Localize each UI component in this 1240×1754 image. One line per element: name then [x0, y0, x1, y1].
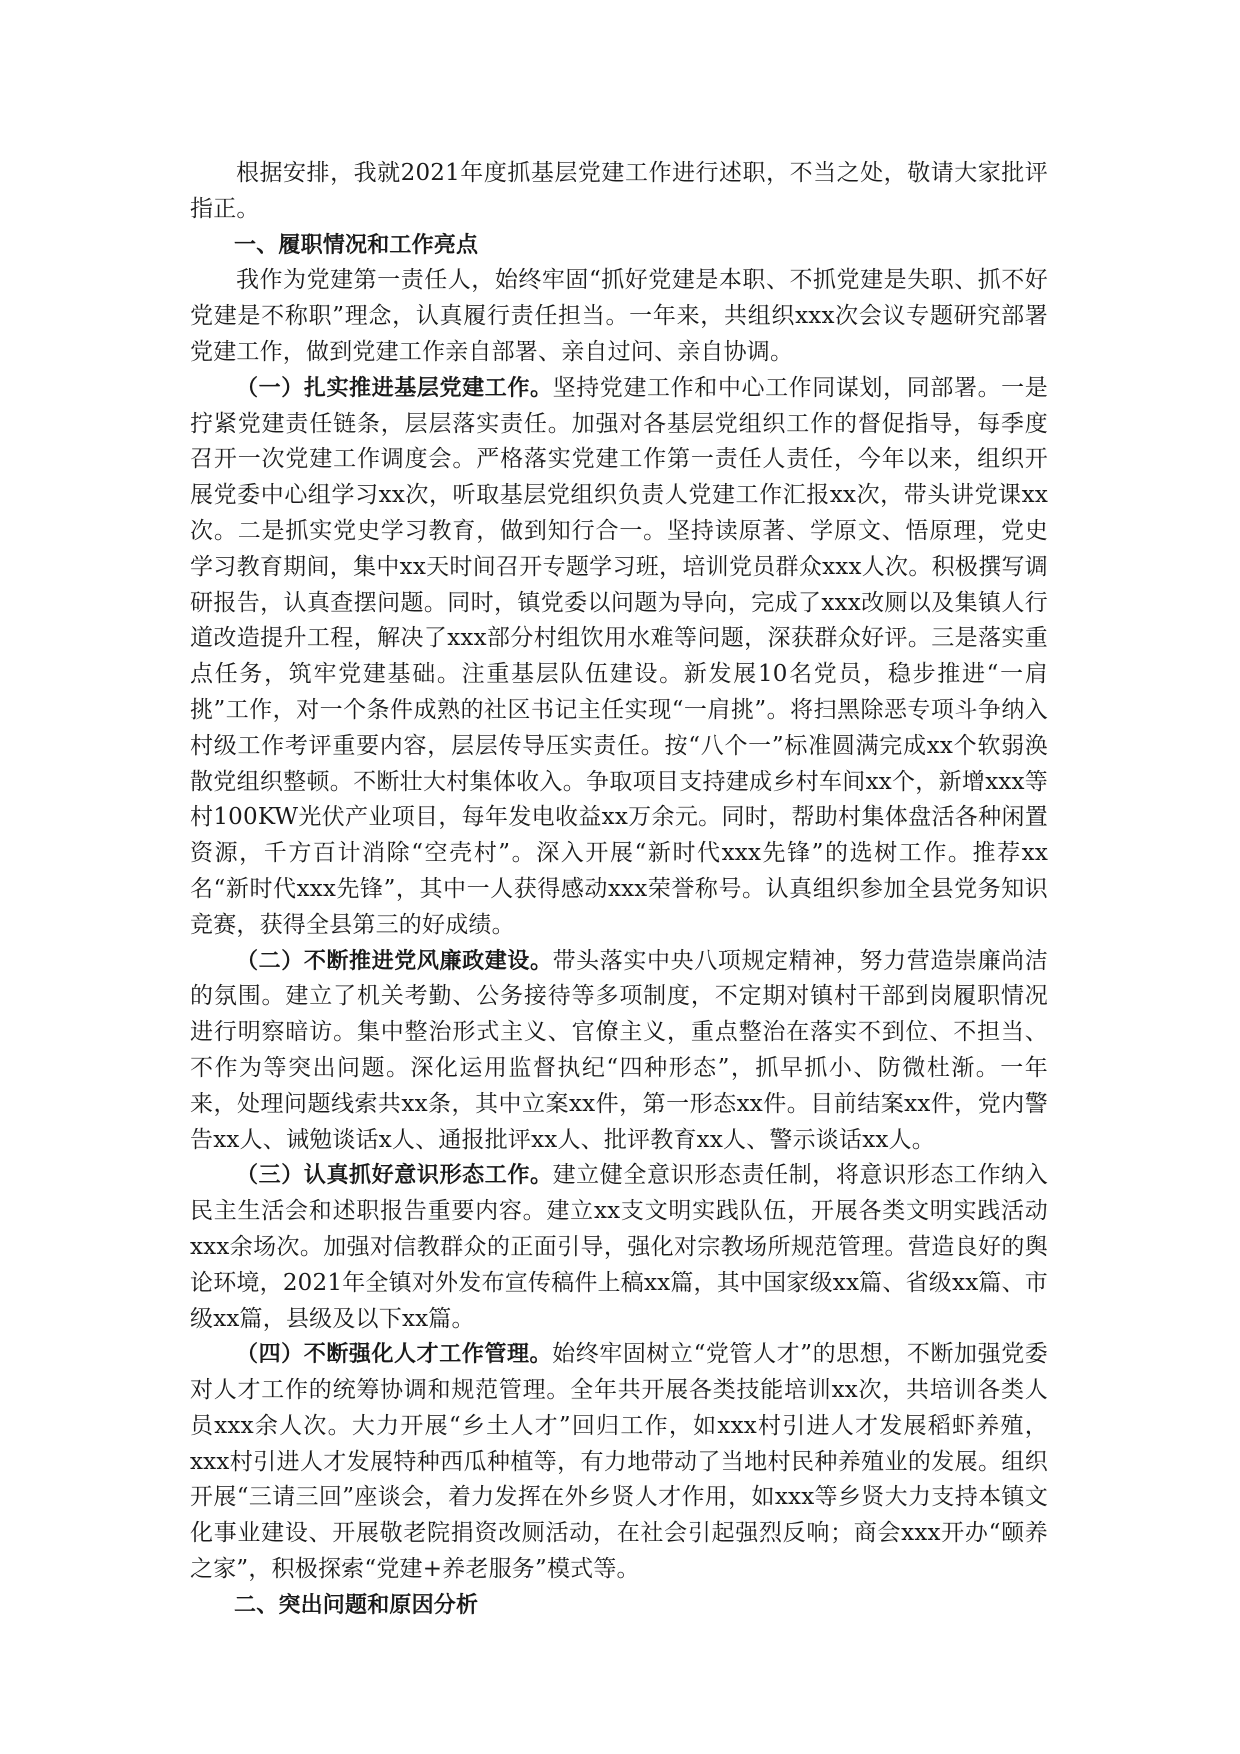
section1-intro-paragraph: 我作为党建第一责任人，始终牢固“抓好党建是本职、不抓党建是失职、抓不好党建是不称职”理念，认真履行责任担当。一年来，共组织xxx次会议专题研究部署党建工作，做到党建工作亲自部署、亲自过问、亲自协调。 — [190, 267, 1048, 365]
intro-paragraph: 根据安排，我就2021年度抓基层党建工作进行述职，不当之处，敬请大家批评指正。 — [190, 160, 1048, 222]
item-paragraph-3 — [190, 1158, 1048, 1337]
item-paragraph-1 — [190, 371, 1048, 944]
item-title-2: （二）不断推进党风廉政建设。 — [236, 948, 553, 974]
item-body-2: 带头落实中央八项规定精神，努力营造崇廉尚洁的氛围。建立了机关考勤、公务接待等多项制度，不定期对镇村干部到岗履职情况进行明察暗访。集中整治形式主义、官僚主义，重点整治在落实不到位、不担当、不作为等突出问题。深化运用监督执纪“四种形态”，抓早抓小、防微杜渐。一年来，处理问题线索共xx条，其中立案xx件，第一形态xx件。目前结案xx件，党内警告xx人、诫勉谈话x人、通报批评xx人、批评教育xx人、警示谈话xx人。 — [190, 947, 1048, 1153]
item-body-3: 建立健全意识形态责任制，将意识形态工作纳入民主生活会和述职报告重要内容。建立xx支文明实践队伍，开展各类文明实践活动xxx余场次。加强对信教群众的正面引导，强化对宗教场所规范管理。营造良好的舆论环境，2021年全镇对外发布宣传稿件上稿xx篇，其中国家级xx篇、省级xx篇、市级xx篇，县级及以下xx篇。 — [190, 1162, 1048, 1332]
item-title-3: （三）认真抓好意识形态工作。 — [236, 1163, 553, 1189]
section-heading-1: 一、履职情况和工作亮点 — [234, 232, 479, 258]
item-paragraph-4 — [190, 1337, 1048, 1588]
document-body — [190, 156, 1048, 1624]
item-body-1: 坚持党建工作和中心工作同谋划，同部署。一是拧紧党建责任链条，层层落实责任。加强对各基层党组织工作的督促指导，每季度召开一次党建工作调度会。严格落实党建工作第一责任人责任，今年以来，组织开展党委中心组学习xx次，听取基层党组织负责人党建工作汇报xx次，带头讲党课xx次。二是抓实党史学习教育，做到知行合一。坚持读原著、学原文、悟原理，党史学习教育期间，集中xx天时间召开专题学习班，培训党员群众xxx人次。积极撰写调研报告，认真查摆问题。同时，镇党委以问题为导向，完成了xxx改厕以及集镇人行道改造提升工程，解决了xxx部分村组饮用水难等问题，深获群众好评。三是落实重点任务，筑牢党建基础。注重基层队伍建设。新发展10名党员，稳步推进“一肩挑”工作，对一个条件成熟的社区书记主任实现“一肩挑”。将扫黑除恶专项斗争纳入村级工作考评重要内容，层层传导压实责任。按“八个一”标准圆满完成xx个软弱涣散党组织整顿。不断壮大村集体收入。争取项目支持建成乡村车间xx个，新增xxx等村100KW光伏产业项目，每年发电收益xx万余元。同时，帮助村集体盘活各种闲置资源，千方百计消除“空壳村”。深入开展“新时代xxx先锋”的选树工作。推荐xx名“新时代xxx先锋”，其中一人获得感动xxx荣誉称号。认真组织参加全县党务知识竞赛，获得全县第三的好成绩。 — [190, 374, 1048, 938]
section-heading-2: 二、突出问题和原因分析 — [234, 1592, 479, 1618]
item-title-4: （四）不断强化人才工作管理。 — [236, 1342, 553, 1368]
item-body-4: 始终牢固树立“党管人才”的思想，不断加强党委对人才工作的统筹协调和规范管理。全年共开展各类技能培训xx次，共培训各类人员xxx余人次。大力开展“乡土人才”回归工作，如xxx村引进人才发展稻虾养殖，xxx村引进人才发展特种西瓜种植等，有力地带动了当地村民种养殖业的发展。组织开展“三请三回”座谈会，着力发挥在外乡贤人才作用，如xxx等乡贤大力支持本镇文化事业建设、开展敬老院捐资改厕活动，在社会引起强烈反响；商会xxx开办“颐养之家”，积极探索“党建+养老服务”模式等。 — [190, 1341, 1048, 1583]
item-paragraph-2 — [190, 944, 1048, 1159]
item-title-1: （一）扎实推进基层党建工作。 — [236, 375, 553, 401]
